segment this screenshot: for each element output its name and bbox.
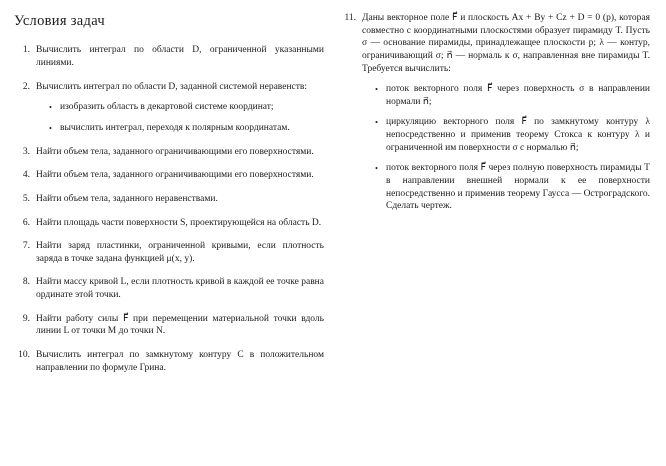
list-item-8 [14, 276, 324, 301]
bullet-list [375, 83, 650, 213]
bullet-item [49, 101, 324, 114]
two-column-layout [14, 12, 650, 374]
item-number: 7. [22, 241, 30, 252]
item-body [36, 81, 324, 135]
bullet-text: поток векторного поля F⃗ через полную поверхность пирамиды T в направлении внешней нормали к ее поверхности непосредственно и применив теорему Гаусса — Остроградского. Сделать чертеж. [386, 163, 650, 212]
bullet-item [375, 162, 650, 213]
item-text: Найти массу кривой L, если плотность кривой в каждой ее точке равна ординате этой точки. [36, 277, 324, 301]
item-body [362, 12, 650, 213]
list-item-10 [14, 349, 324, 374]
page-title: Условия задач [14, 13, 105, 29]
item-text: Вычислить интеграл по области D, ограниченной указанными линиями. [36, 45, 324, 68]
item-number: 9. [22, 313, 30, 324]
list-item-9 [14, 313, 324, 338]
item-number: 6. [22, 217, 30, 228]
bullet-marker: • [49, 102, 52, 113]
item-number: 4. [22, 170, 30, 181]
bullet-item [375, 116, 650, 154]
item-text: Найти работу силы F⃗ при перемещении материальной точки вдоль линии L от точки M до точки N. [36, 313, 324, 337]
item-number: 5. [22, 193, 30, 204]
bullet-marker: • [375, 84, 378, 95]
item-number: 2. [22, 81, 30, 92]
item-text: Вычислить интеграл по замкнутому контуру C в положительном направлении по формуле Грина. [36, 349, 324, 373]
bullet-text: изобразить область в декартовой системе координат; [60, 102, 274, 113]
item-number: 8. [22, 277, 30, 288]
list-item-2 [14, 81, 324, 135]
left-column [14, 12, 324, 374]
item-number: 1. [22, 45, 30, 56]
bullet-item [375, 83, 650, 108]
item-text: Найти объем тела, заданного неравенствами. [36, 193, 218, 204]
bullet-marker: • [375, 117, 378, 128]
bullet-list [49, 101, 324, 135]
list-item-3 [14, 146, 324, 159]
bullet-marker: • [49, 122, 52, 133]
list-item-6 [14, 217, 324, 230]
list-item-5 [14, 193, 324, 206]
bullet-text: циркуляцию векторного поля F⃗ по замкнутому контуру λ непосредственно и применив теорему Стокса к контуру λ и ограниченной им поверхности σ с нормалью n⃗; [386, 117, 650, 153]
item-number: 3. [22, 146, 30, 157]
right-column [340, 12, 650, 213]
item-text: Найти площадь части поверхности S, проектирующейся на область D. [36, 217, 322, 228]
list-item-11 [340, 12, 650, 213]
item-text: Найти заряд пластинки, ограниченной кривыми, если плотность заряда в точке задана функцией μ(x, y). [36, 241, 324, 264]
bullet-item [49, 122, 324, 135]
list-item-1 [14, 44, 324, 69]
list-item-4 [14, 169, 324, 182]
list-item-7 [14, 240, 324, 265]
bullet-text: поток векторного поля F⃗ через поверхность σ в направлении нормали n⃗; [386, 84, 650, 107]
bullet-text: вычислить интеграл, переходя к полярным координатам. [60, 122, 290, 133]
item-text: Найти объем тела, заданного ограничивающими его поверхностями. [36, 170, 314, 181]
bullet-marker: • [375, 163, 378, 174]
item-text: Даны векторное поле F⃗ и плоскость Ax + By + Cz + D = 0 (p), которая совместно с координатными плоскостями образует пирамиду T. Пусть σ — основание пирамиды, принадлежащее плоскости p; λ — контур, ограничивающий σ; n⃗ — нормаль к σ, направленная вне пирамиды T. Требуется вычислить: [362, 13, 650, 74]
item-text: Найти объем тела, заданного ограничивающими его поверхностями. [36, 146, 314, 157]
item-text: Вычислить интеграл по области D, заданной системой неравенств: [36, 81, 308, 92]
item-number: 11. [344, 13, 356, 23]
item-number: 10. [18, 349, 30, 360]
